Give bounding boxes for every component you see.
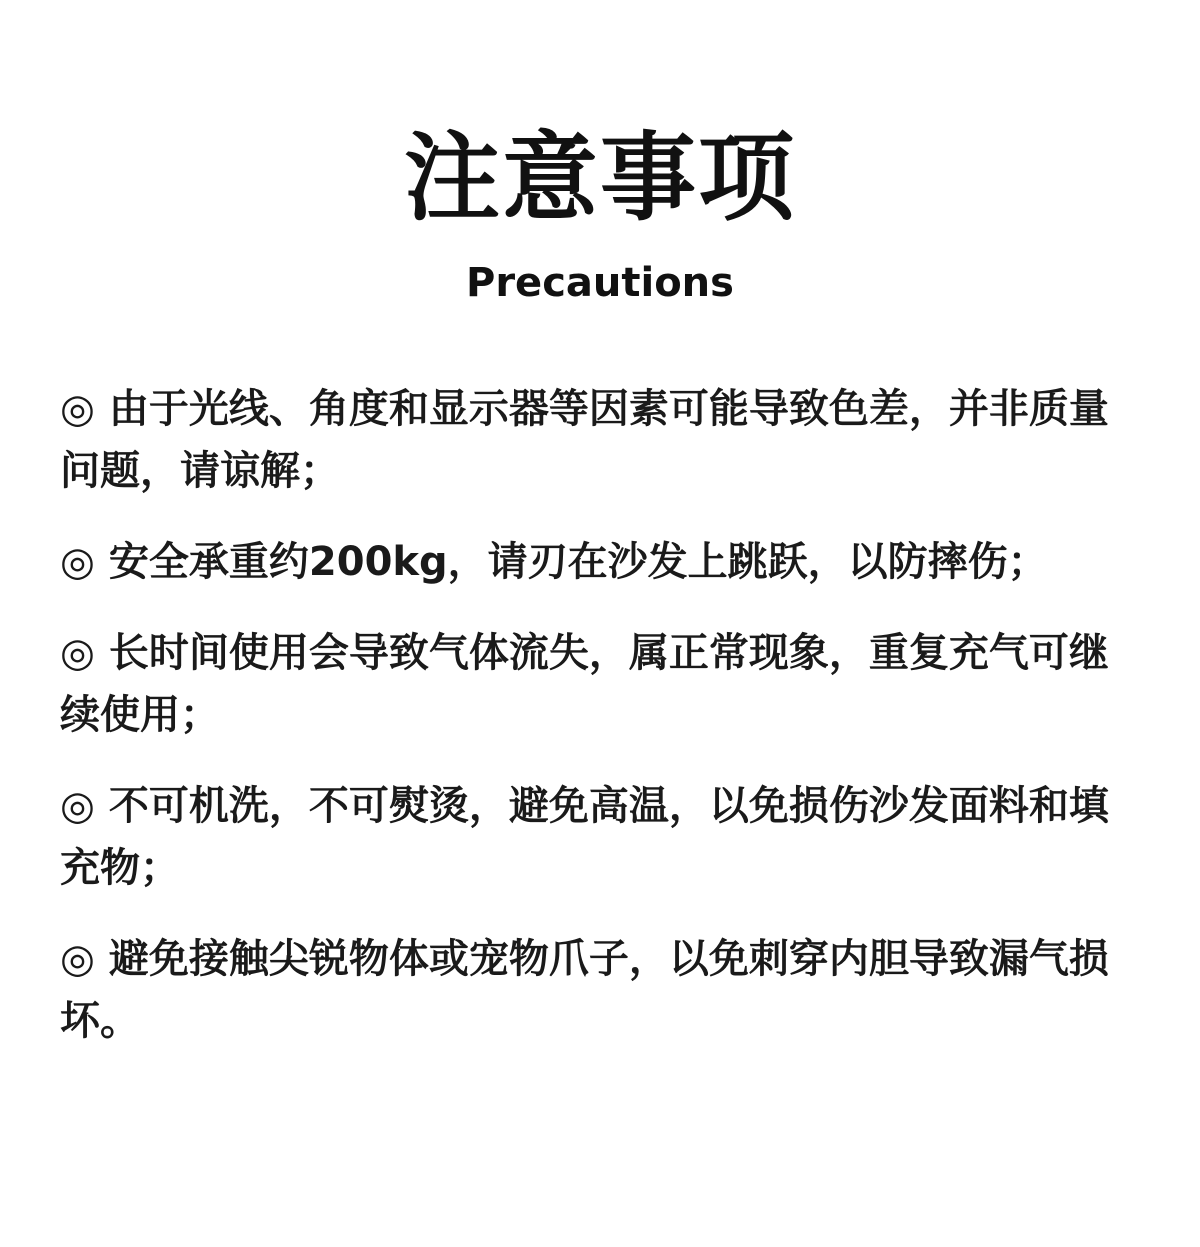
precaution-text: 不可机洗，不可熨烫，避免高温，以免损伤沙发面料和填充物；: [60, 783, 1109, 891]
bullet-icon: ◎: [60, 783, 95, 829]
precaution-item: [60, 928, 1140, 1052]
precaution-text: 长时间使用会导致气体流失，属正常现象，重复充气可继续使用；: [60, 630, 1109, 738]
bullet-icon: ◎: [60, 539, 95, 585]
precaution-text: 由于光线、角度和显示器等因素可能导致色差，并非质量问题，请谅解；: [60, 386, 1109, 494]
precaution-item: [60, 622, 1140, 746]
precaution-item: [60, 775, 1140, 899]
precaution-text: 避免接触尖锐物体或宠物爪子，以免刺穿内胆导致漏气损坏。: [60, 936, 1109, 1044]
bullet-icon: ◎: [60, 936, 95, 982]
precautions-list: [60, 378, 1140, 1081]
precaution-item: [60, 378, 1140, 502]
page-subtitle: Precautions: [466, 260, 734, 306]
page-title: 注意事项: [404, 122, 796, 234]
precaution-text: 安全承重约200kg，请刃在沙发上跳跃，以防摔伤；: [108, 539, 1048, 585]
bullet-icon: ◎: [60, 630, 95, 676]
precaution-item: [60, 531, 1140, 593]
bullet-icon: ◎: [60, 386, 95, 432]
